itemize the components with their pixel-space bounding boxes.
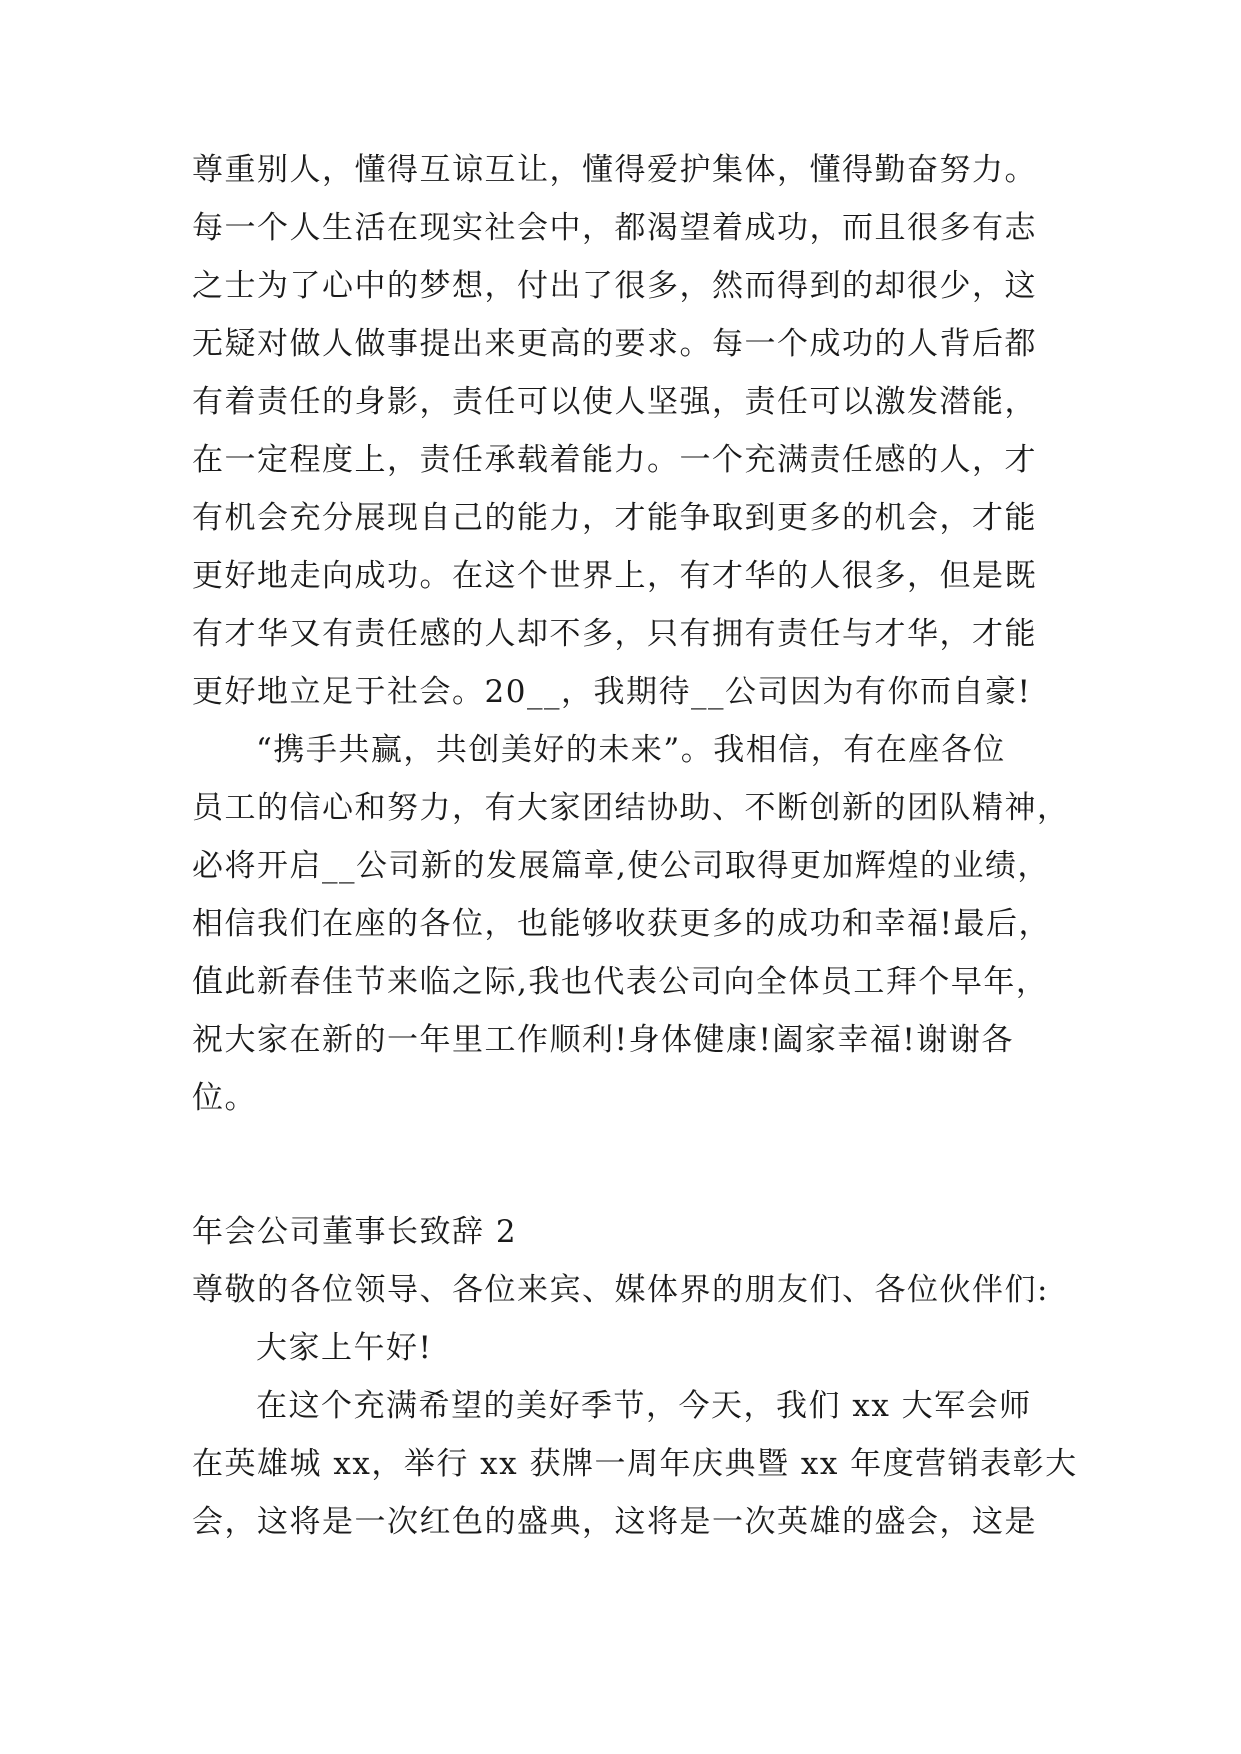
body-text-line: 位。 [192, 1080, 257, 1116]
body-text-line: 会，这将是一次红色的盛典，这将是一次英雄的盛会，这是 [192, 1504, 1037, 1540]
body-text-line: 无疑对做人做事提出来更高的要求。每一个成功的人背后都 [192, 326, 1037, 362]
body-text-line: 在一定程度上，责任承载着能力。一个充满责任感的人，才 [192, 442, 1037, 478]
greeting: 大家上午好! [256, 1330, 433, 1366]
body-text-line: 值此新春佳节来临之际,我也代表公司向全体员工拜个早年， [192, 964, 1049, 1000]
section-title: 年会公司董事长致辞 2 [192, 1214, 518, 1250]
body-text-line: 每一个人生活在现实社会中，都渴望着成功，而且很多有志 [192, 210, 1037, 246]
body-text-line: 有着责任的身影，责任可以使人坚强，责任可以激发潜能， [192, 384, 1037, 420]
body-text-line: 尊重别人，懂得互谅互让，懂得爱护集体，懂得勤奋努力。 [192, 152, 1037, 188]
body-text-line: 有才华又有责任感的人却不多，只有拥有责任与才华，才能 [192, 616, 1037, 652]
body-text-line: 之士为了心中的梦想，付出了很多，然而得到的却很少，这 [192, 268, 1037, 304]
body-text-line: 更好地立足于社会。20__，我期待__公司因为有你而自豪! [192, 674, 1032, 710]
body-text-line: 更好地走向成功。在这个世界上，有才华的人很多，但是既 [192, 558, 1037, 594]
body-text-line: 祝大家在新的一年里工作顺利!身体健康!阖家幸福!谢谢各 [192, 1022, 1014, 1058]
body-text-line: 必将开启__公司新的发展篇章,使公司取得更加辉煌的业绩， [192, 848, 1050, 884]
body-text-line: 相信我们在座的各位，也能够收获更多的成功和幸福!最后， [192, 906, 1051, 942]
body-text-line: “携手共赢，共创美好的未来”。我相信，有在座各位 [256, 732, 1006, 768]
body-text-line: 有机会充分展现自己的能力，才能争取到更多的机会，才能 [192, 500, 1037, 536]
body-text-line: 在英雄城 xx，举行 xx 获牌一周年庆典暨 xx 年度营销表彰大 [192, 1446, 1078, 1482]
body-text-line: 在这个充满希望的美好季节，今天，我们 xx 大军会师 [256, 1388, 1032, 1424]
body-text-line: 员工的信心和努力，有大家团结协助、不断创新的团队精神， [192, 790, 1070, 826]
salutation: 尊敬的各位领导、各位来宾、媒体界的朋友们、各位伙伴们: [192, 1272, 1049, 1308]
